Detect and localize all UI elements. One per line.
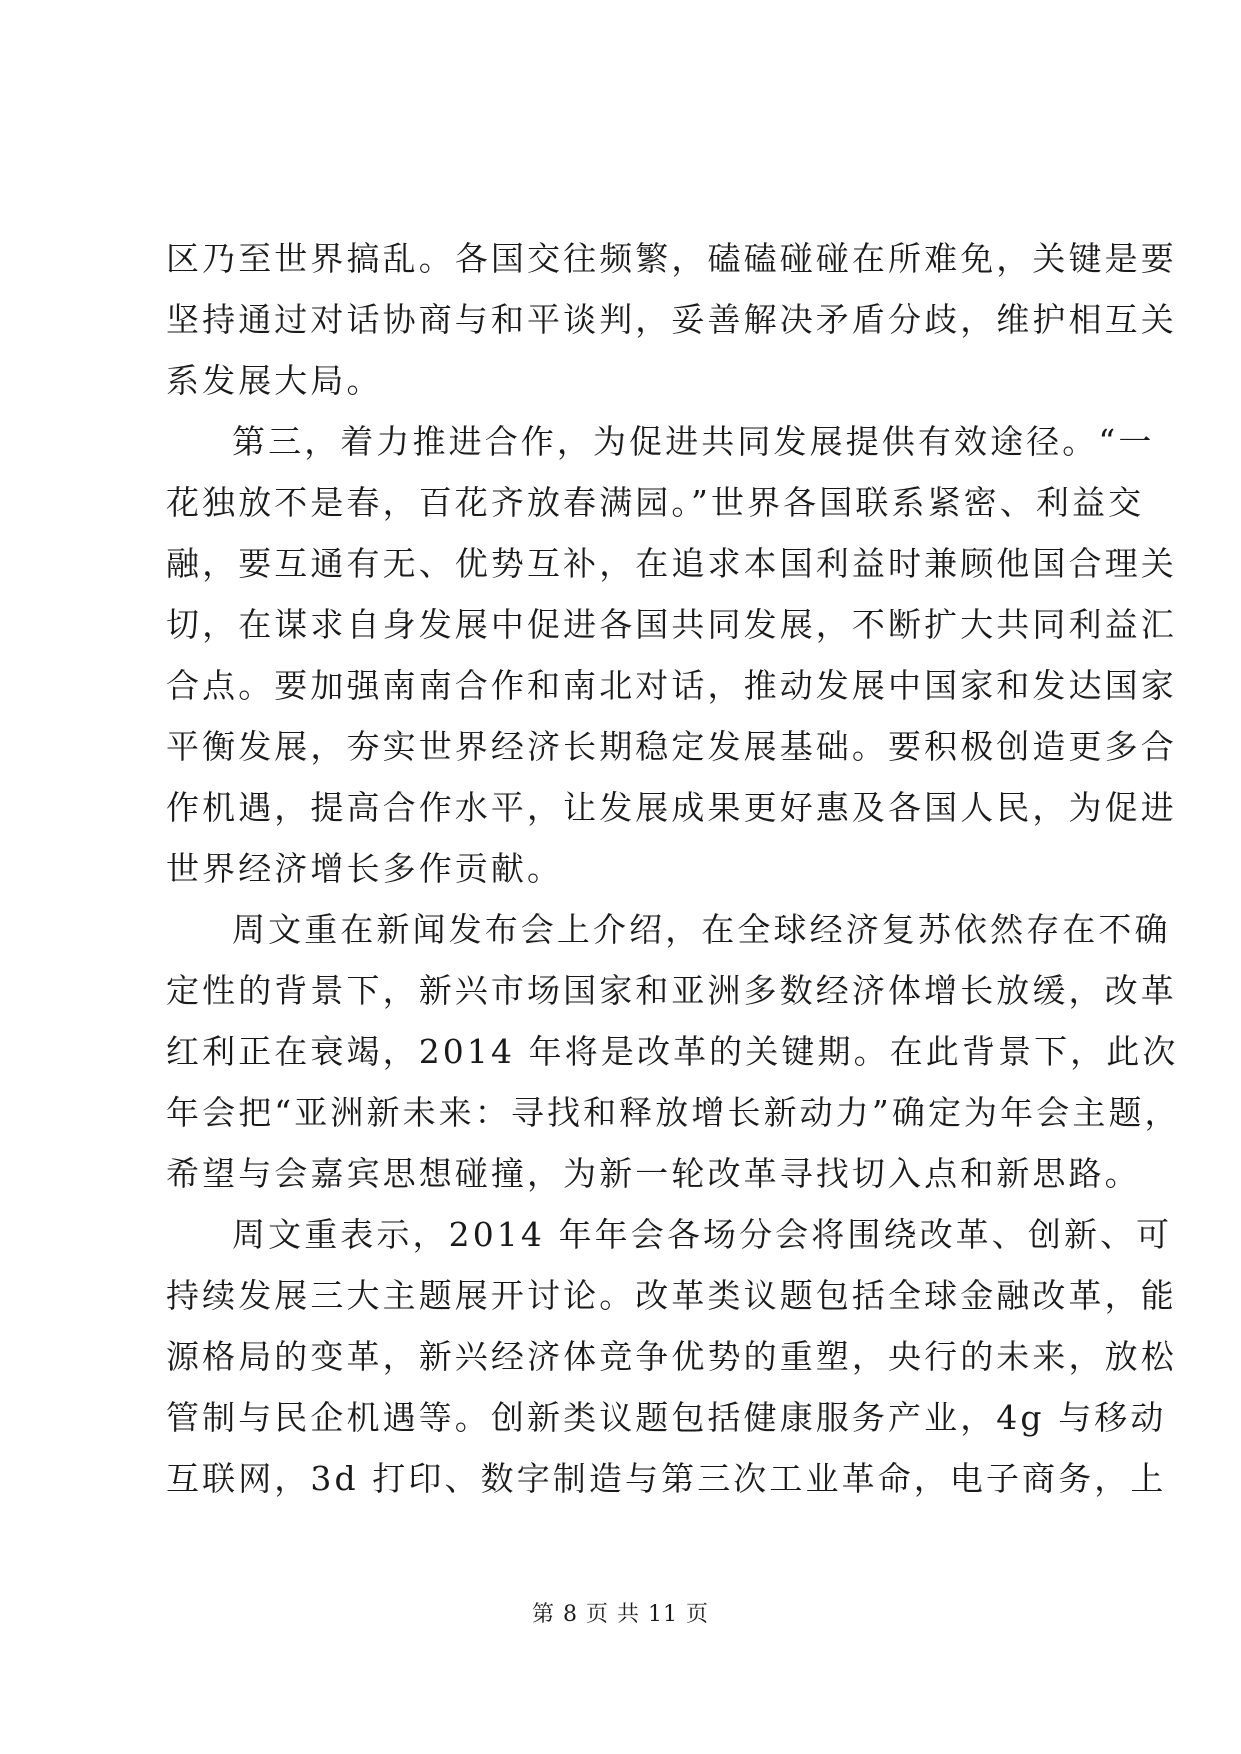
- text-line: 定性的背景下，新兴市场国家和亚洲多数经济体增长放缓，改革: [166, 971, 1177, 1010]
- text-line: 管制与民企机遇等。创新类议题包括健康服务产业，4g 与移动: [166, 1398, 1167, 1437]
- paragraph-start-line: 周文重在新闻发布会上介绍，在全球经济复苏依然存在不确: [232, 910, 1171, 949]
- text-line: 平衡发展，夯实世界经济长期稳定发展基础。要积极创造更多合: [166, 727, 1177, 766]
- text-line: 希望与会嘉宾思想碰撞，为新一轮改革寻找切入点和新思路。: [166, 1154, 1141, 1193]
- text-line: 源格局的变革，新兴经济体竞争优势的重塑，央行的未来，放松: [166, 1337, 1177, 1376]
- text-line: 系发展大局。: [166, 361, 383, 400]
- text-line: 合点。要加强南南合作和南北对话，推动发展中国家和发达国家: [166, 666, 1177, 705]
- text-line: 红利正在衰竭，2014 年将是改革的关键期。在此背景下，此次: [166, 1032, 1179, 1071]
- page-footer: 第 8 页 共 11 页: [532, 1602, 709, 1627]
- text-line: 作机遇，提高合作水平，让发展成果更好惠及各国人民，为促进: [166, 788, 1177, 827]
- text-line: 花独放不是春，百花齐放春满园。”世界各国联系紧密、利益交: [166, 483, 1145, 522]
- text-line: 融，要互通有无、优势互补，在追求本国利益时兼顾他国合理关: [166, 544, 1177, 583]
- paragraph-start-line: 第三，着力推进合作，为促进共同发展提供有效途径。“一: [232, 422, 1155, 461]
- text-line: 坚持通过对话协商与和平谈判，妥善解决矛盾分歧，维护相互关: [166, 300, 1177, 339]
- text-line: 世界经济增长多作贡献。: [166, 849, 564, 888]
- text-line: 年会把“亚洲新未来：寻找和释放增长新动力”确定为年会主题，: [166, 1093, 1181, 1132]
- text-line: 互联网，3d 打印、数字制造与第三次工业革命，电子商务，上: [166, 1459, 1167, 1498]
- document-body: [166, 228, 1181, 1509]
- text-line: 持续发展三大主题展开讨论。改革类议题包括全球金融改革，能: [166, 1276, 1177, 1315]
- text-line: 区乃至世界搞乱。各国交往频繁，磕磕碰碰在所难免，关键是要: [166, 239, 1177, 278]
- text-line: 切，在谋求自身发展中促进各国共同发展，不断扩大共同利益汇: [166, 605, 1177, 644]
- paragraph-start-line: 周文重表示，2014 年年会各场分会将围绕改革、创新、可: [232, 1215, 1173, 1254]
